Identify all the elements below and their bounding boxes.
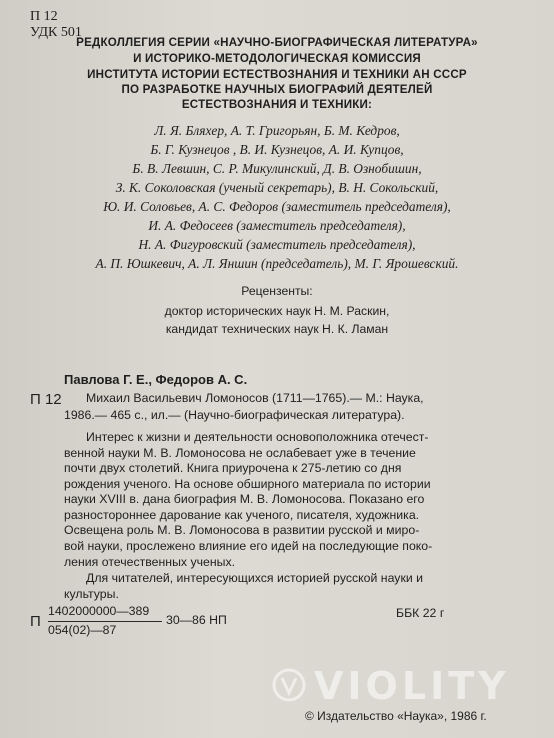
copyright-line: © Издательство «Наука», 1986 г. [305,709,487,723]
board-header-line: РЕДКОЛЛЕГИЯ СЕРИИ «НАУЧНО-БИОГРАФИЧЕСКАЯ ЛИТЕРАТУРА» [76,36,478,49]
annotation-line: Интерес к жизни и деятельности основоположника отечест- [86,430,429,444]
board-member-line: Ю. И. Соловьев, А. С. Федоров (заместитель председателя), [103,199,451,214]
annotation-line: венной науки М. В. Ломоносова не ослабевает уже в течение [64,446,416,460]
code-denominator: 054(02)—87 [48,623,117,637]
annotation-line: разностороннее дарование как ученого, писателя, художника. [64,508,420,522]
board-member-line: Н. А. Фигуровский (заместитель председателя), [138,237,416,252]
code-tail: 30—86 НП [166,613,227,627]
record-bib-line: 1986.— 465 с., ил.— (Научно-биографическая литература). [64,408,405,422]
corner-code: П 12 [30,9,58,24]
annotation-line: культуры. [64,587,119,601]
record-authors: Павлова Г. Е., Федоров А. С. [64,372,248,387]
reviewer-line: доктор исторических наук Н. М. Раскин, [164,304,390,318]
reviewer-line: кандидат технических наук Н. К. Ламан [165,322,389,336]
annotation-line: вой науки, прослежено влияние его идей на последующие поко- [64,539,433,553]
udc-code: УДК 501 [30,25,82,40]
board-header-line: ЕСТЕСТВОЗНАНИЯ И ТЕХНИКИ: [181,98,373,111]
board-member-line: Б. В. Левшин, С. Р. Микулинский, Д. В. Ознобишин, [132,161,422,176]
board-header-line: ПО РАЗРАБОТКЕ НАУЧНЫХ БИОГРАФИЙ ДЕЯТЕЛЕЙ [121,83,433,96]
board-header-line: И ИСТОРИКО-МЕТОДОЛОГИЧЕСКАЯ КОМИССИЯ [133,52,421,65]
board-header-line: ИНСТИТУТА ИСТОРИИ ЕСТЕСТВОЗНАНИЯ И ТЕХНИКИ АН СССР [87,68,467,81]
board-member-line: И. А. Федосеев (заместитель председателя), [148,218,406,233]
watermark-logo-icon [272,668,306,702]
board-member-line: Л. Я. Бляхер, А. Т. Григорьян, Б. М. Кедров, [154,123,400,138]
watermark-text: VIOLITY [314,664,510,708]
annotation-line: науки XVIII в. дана биография М. В. Ломоносова. Показано его [64,492,425,506]
record-bib-line: Михаил Васильевич Ломоносов (1711—1765).— М.: Наука, [86,391,424,405]
bbk-code: ББК 22 г [396,606,445,620]
annotation-line: Освещена роль М. В. Ломоносова в развитии русской и миро- [64,523,420,537]
board-member-line: А. П. Юшкевич, А. Л. Яншин (председатель), М. Г. Ярошевский. [95,256,459,271]
reviewers-title: Рецензенты: [241,284,313,298]
annotation-line: почти двух столетий. Книга приурочена к 275-летию со дня [64,461,402,475]
board-member-line: Б. Г. Кузнецов , В. И. Кузнецов, А. И. Купцов, [150,142,404,157]
annotation-line: рождения ученого. На основе обширного материала по истории [64,477,431,491]
annotation-line: Для читателей, интересующихся историей русской науки и [86,571,423,585]
code-numerator: 1402000000—389 [48,604,150,618]
annotation-line: ления отечественных ученых. [64,555,236,569]
fraction-rule [48,621,162,622]
record-index: П 12 [30,391,62,408]
board-member-line: З. К. Соколовская (ученый секретарь), В. Н. Сокольский, [115,180,439,195]
code-letter: П [30,613,41,630]
